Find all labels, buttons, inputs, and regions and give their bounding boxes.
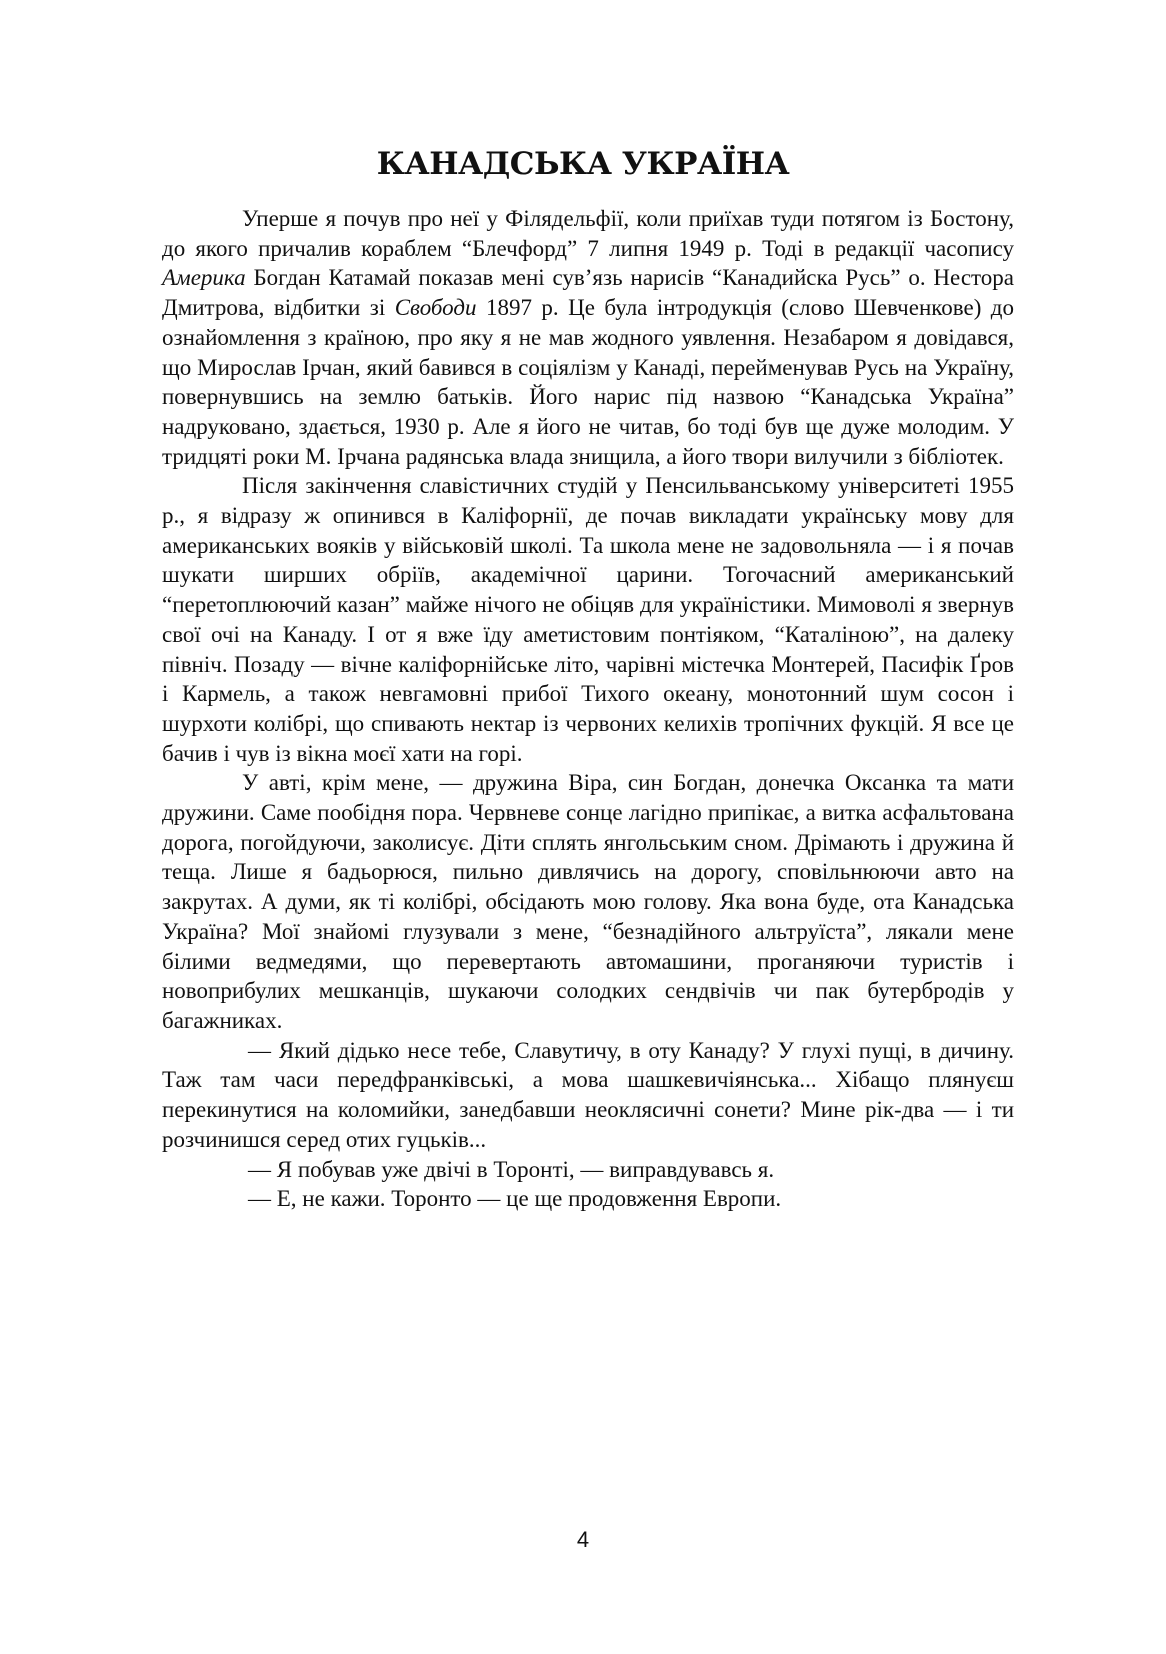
- paragraph-4-dialogue: — Який дідько несе тебе, Славутичу, в оту Канаду? У глухі пущі, в дичину. Таж там часи передфранківські, а мова шашкевичіянська... Хібащо плянуєш перекинутися на коломийки, занедбавши неоклясичні сонети? Мине рік-два — і ти розчинишся серед отих гуцьків...: [162, 1037, 1014, 1152]
- body-text: [162, 204, 1014, 1214]
- paragraph-1: [162, 204, 1014, 471]
- paragraph-1-italic-svobody: Свободи: [394, 295, 477, 321]
- paragraph-3: У авті, крім мене, — дружина Віра, син Богдан, донечка Оксанка та мати дружини. Саме пообідня пора. Червневе сонце лагідно припікає, а витка асфальтована дорога, погойдуючи, заколисує. Діти сплять янгольським сном. Дрімають і дружина й теща. Лише я бадьорюся, пильно дивлячись на дорогу, сповільнюючи авто на закрутах. А думи, як ті колібрі, обсідають мою голову. Яка вона буде, ота Канадська Україна? Мої знайомі глузували з мене, “безнадійного альтруїста”, лякали мене білими ведмедями, що перевертають автомашини, проганяючи туристів і новоприбулих мешканців, шукаючи солодких сендвічів чи пак бутербродів у багажниках.: [162, 770, 1014, 1033]
- page-number: 4: [576, 1527, 590, 1552]
- paragraph-1-italic-amerika: Америка: [162, 265, 246, 291]
- paragraph-1-text-a: Уперше я почув про неї у Філядельфії, коли приїхав туди потягом із Бостону, до якого причалив кораблем “Блечфорд” 7 липня 1949 р. Тоді в редакції часопису: [162, 206, 1014, 261]
- page-title: КАНАДСЬКА УКРАЇНА: [376, 146, 790, 182]
- paragraph-5-dialogue: — Я побував уже двічі в Торонті, — виправдувавсь я.: [248, 1156, 775, 1182]
- paragraph-2: Після закінчення славістичних студій у Пенсильванському університеті 1955 р., я відразу ж опинився в Каліфорнії, де почав викладати українську мову для американських вояків у військовій школі. Та школа мене не задовольняла — і я почав шукати ширших обріїв, академічної царини. Тогочасний американський “перетоплюючий казан” майже нічого не обіцяв для україністики. Мимоволі я звернув свої очі на Канаду. І от я вже їду аметистовим понтіяком, “Каталіною”, на далеку північ. Позаду — вічне каліфорнійське літо, чарівні містечка Монтерей, Пасифік Ґров і Кармель, а також невгамовні прибої Тихого океану, монотонний шум сосон і шурхоти колібрі, що спивають нектар із червоних келихів тропічних фукцій. Я все це бачив і чув із вікна моєї хати на горі.: [162, 473, 1014, 766]
- paragraph-1-text-e: 1897 р. Це була інтродукція (слово Шевченкове) до ознайомлення з країною, про яку я не мав жодного уявлення. Незабаром я довідався, що Мирослав Ірчан, який бавився в соціялізм у Канаді, перейменував Русь на Україну, повернувшись на землю батьків. Його нарис під назвою “Канадська Україна” надруковано, здається, 1930 р. Але я його не читав, бо тоді був ще дуже молодим. У тридцяті роки М. Ірчана радянська влада знищила, а його твори вилучили з бібліотек.: [162, 295, 1014, 469]
- paragraph-6-dialogue: — Е, не кажи. Торонто — це ще продовження Европи.: [248, 1186, 782, 1212]
- paragraph-1-text-c: Богдан Катамай показав мені сув’язь нарисів “Канадийска Русь” о. Нестора Дмитрова, відбитки зі: [162, 265, 1014, 321]
